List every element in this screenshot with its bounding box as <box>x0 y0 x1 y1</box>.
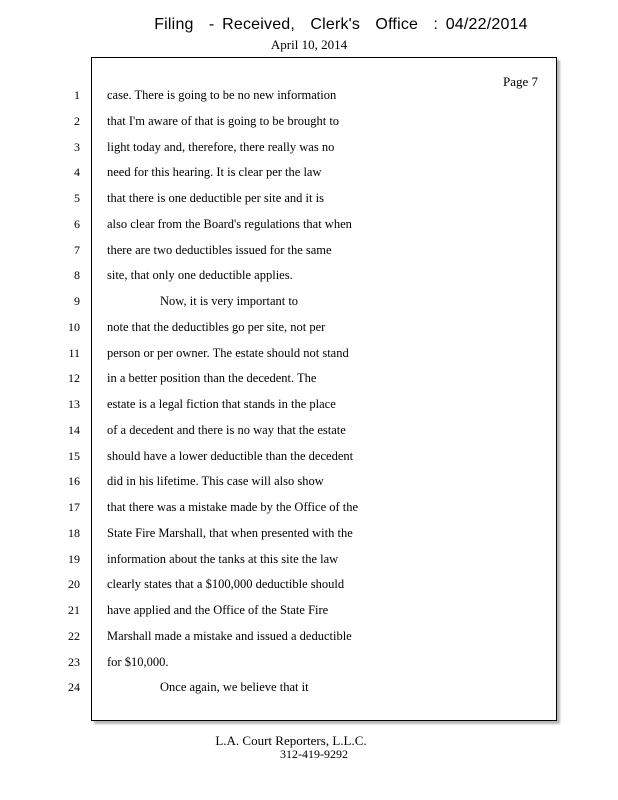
transcript-line: that there is one deductible per site and it is <box>107 191 324 205</box>
line-number: 14 <box>68 422 80 437</box>
line-number: 21 <box>68 603 80 617</box>
transcript-line: light today and, therefore, there really was no <box>107 139 335 154</box>
line-number: 20 <box>68 577 80 592</box>
transcript-line: State Fire Marshall, that when presented with the <box>107 525 353 540</box>
transcript-line: did in his lifetime. This case will also show <box>107 474 324 489</box>
line-number: 4 <box>74 165 80 180</box>
transcript-line: person or per owner. The estate should not stand <box>107 345 349 360</box>
line-number: 16 <box>68 474 80 489</box>
transcript-line: Marshall made a mistake and issued a deductible <box>107 628 352 643</box>
transcript-line: site, that only one deductible applies. <box>107 268 293 283</box>
transcript-line: note that the deductibles go per site, not per <box>107 319 326 334</box>
line-number: 19 <box>68 551 80 566</box>
line-number: 24 <box>68 680 80 695</box>
transcript-line: have applied and the Office of the State Fire <box>107 603 329 617</box>
line-number: 12 <box>68 371 80 386</box>
line-number: 5 <box>74 191 80 205</box>
line-number: 2 <box>74 113 80 128</box>
line-number: 17 <box>68 500 80 514</box>
line-number: 3 <box>74 139 80 154</box>
line-number: 10 <box>68 319 80 334</box>
transcript-line: there are two deductibles issued for the same <box>107 242 332 257</box>
transcript-line: estate is a legal fiction that stands in the place <box>107 397 336 411</box>
transcript-page-frame <box>91 57 557 721</box>
line-number: 9 <box>74 294 80 308</box>
line-number: 18 <box>68 525 80 540</box>
line-number: 13 <box>68 397 80 411</box>
line-number: 11 <box>68 345 80 360</box>
transcript-line: of a decedent and there is no way that the estate <box>107 422 346 437</box>
page-number: Page 7 <box>502 74 538 89</box>
hearing-date: April 10, 2014 <box>270 37 348 52</box>
court-reporter-name: L.A. Court Reporters, L.L.C. <box>215 733 367 748</box>
transcript-line: also clear from the Board's regulations that when <box>107 216 352 231</box>
transcript-line: Now, it is very important to <box>160 294 299 308</box>
line-number: 23 <box>68 654 80 669</box>
filing-stamp: Filing - Received, Clerk's Office : 04/22/2014 <box>154 16 528 33</box>
line-number: 8 <box>74 268 80 283</box>
transcript-line: information about the tanks at this site the law <box>107 551 339 566</box>
line-number: 6 <box>74 216 80 231</box>
line-number: 7 <box>74 242 80 257</box>
transcript-line: need for this hearing. It is clear per the law <box>107 165 322 180</box>
line-number: 1 <box>74 88 80 102</box>
transcript-line: that I'm aware of that is going to be brought to <box>107 113 340 128</box>
transcript-line: in a better position than the decedent. The <box>107 371 317 386</box>
transcript-line: that there was a mistake made by the Office of the <box>107 500 359 514</box>
court-reporter-phone: 312-419-9292 <box>280 747 348 761</box>
transcript-line: Once again, we believe that it <box>160 680 309 695</box>
transcript-line: clearly states that a $100,000 deductible should <box>107 577 345 592</box>
line-number: 22 <box>68 628 80 643</box>
transcript-line: should have a lower deductible than the decedent <box>107 448 354 463</box>
transcript-line: for $10,000. <box>107 654 169 669</box>
transcript-line: case. There is going to be no new information <box>107 88 337 102</box>
line-number: 15 <box>68 448 80 463</box>
